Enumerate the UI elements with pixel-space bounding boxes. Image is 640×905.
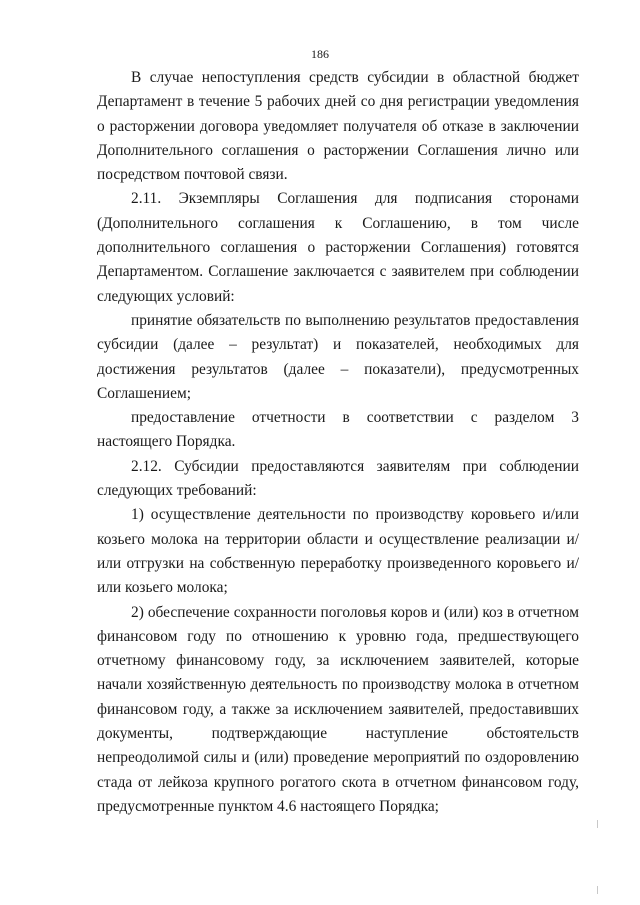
scan-edge-mark — [597, 820, 598, 828]
paragraph-requirement-1: 1) осуществление деятельности по производству коровьего и/или козьего молока на территории области и осуществление реализации и/или отгрузки на собственную переработку произведенного коровьего и/или козьего молока; — [97, 506, 579, 597]
paragraph-2-12: 2.12. Субсидии предоставляются заявителям при соблюдении следующих требований: — [97, 457, 579, 500]
paragraph-2-11: 2.11. Экземпляры Соглашения для подписания сторонами (Дополнительного соглашения к Соглашению, в том числе дополнительного соглашения о расторжении Соглашения) готовятся Департаментом. Соглашение заключается с заявителем при соблюдении следующих условий: — [97, 190, 579, 305]
scan-edge-mark — [597, 886, 598, 894]
page-number: 186 — [311, 47, 329, 61]
document-body — [97, 66, 579, 819]
paragraph-subsidy-nonreceipt: В случае непоступления средств субсидии в областной бюджет Департамент в течение 5 рабочих дней со дня регистрации уведомления о расторжении договора уведомляет получателя об отказе в заключении Дополнительного соглашения о расторжении Соглашения лично или посредством почтовой связи. — [97, 69, 579, 184]
paragraph-obligations: принятие обязательств по выполнению результатов предоставления субсидии (далее – результат) и показателей, необходимых для достижения результатов (далее – показатели), предусмотренных Соглашением; — [97, 311, 579, 402]
paragraph-reporting: предоставление отчетности в соответствии с разделом 3 настоящего Порядка. — [97, 409, 579, 451]
paragraph-requirement-2: 2) обеспечение сохранности поголовья коров и (или) коз в отчетном финансовом году по отношению к уровню года, предшествующего отчетному финансовому году, за исключением заявителей, которые начали хозяйственную деятельность по производству молока в отчетном финансовом году, а также за исключением заявителей, предоставивших документы, подтверждающие наступление обстоятельств непреодолимой силы и (или) проведение мероприятий по оздоровлению стада от лейкоза крупного рогатого скота в отчетном финансовом году, предусмотренные пунктом 4.6 настоящего Порядка; — [97, 603, 579, 815]
